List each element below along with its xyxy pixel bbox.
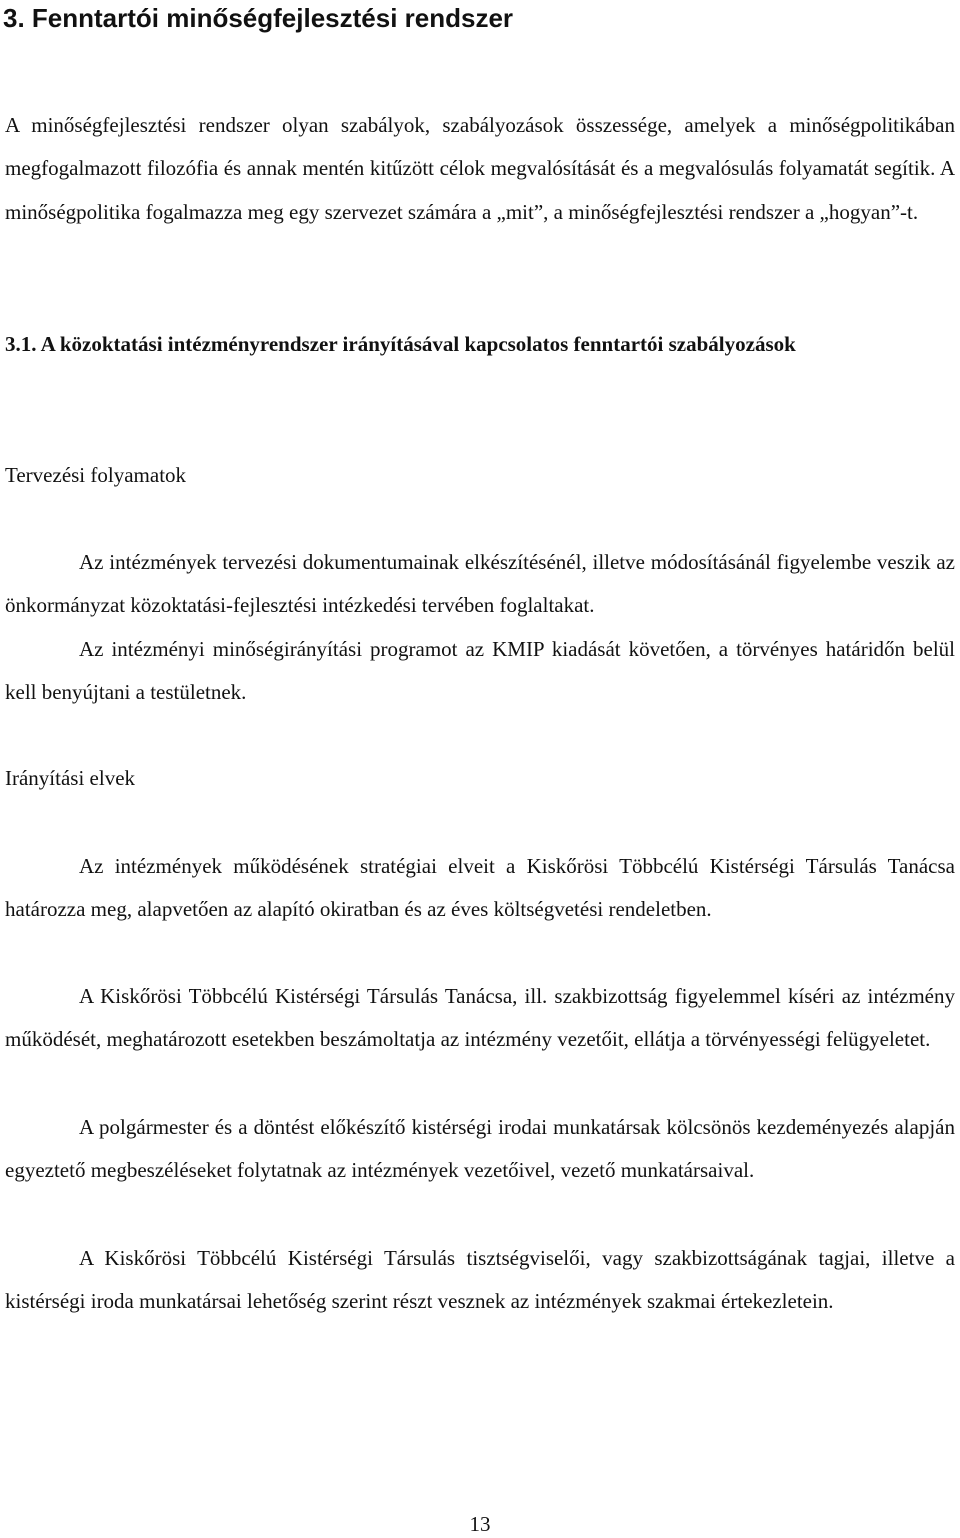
principles-paragraph-3: A polgármester és a döntést előkészítő kistérségi irodai munkatársak kölcsönös kezdeményezés alapján egyeztető megbeszéléseket folytatnak az intézmények vezetőivel, vezető munkatársaival. bbox=[5, 1115, 955, 1183]
section-heading bbox=[5, 323, 955, 366]
principles-paragraph-4: A Kiskőrösi Többcélú Kistérségi Társulás tisztségviselői, vagy szakbizottságának tagjai, illetve a kistérségi iroda munkatársai lehetőség szerint részt vesznek az intézmények szakmai értekezletein. bbox=[5, 1246, 955, 1314]
planning-paragraph-2: Az intézményi minőségirányítási programot az KMIP kiadását követően, a törvényes határidőn belül kell benyújtani a testületnek. bbox=[5, 637, 955, 705]
intro-paragraph: A minőségfejlesztési rendszer olyan szabályok, szabályozások összessége, amelyek a minőségpolitikában megfogalmazott filozófia és annak mentén kitűzött célok megvalósítását és a megvalósulás folyamatát segítik. A minőségpolitika fogalmazza meg egy szervezet számára a „mit”, a minőségfejlesztési rendszer a „hogyan”-t. bbox=[5, 113, 955, 224]
principles-paragraph-1: Az intézmények működésének stratégiai elveit a Kiskőrösi Többcélú Kistérségi Társulás Tanácsa határozza meg, alapvetően az alapító okiratban és az éves költségvetési rendeletben. bbox=[5, 854, 955, 922]
planning-paragraph-1: Az intézmények tervezési dokumentumainak elkészítésénél, illetve módosításánál figyelembe veszik az önkormányzat közoktatási-fejlesztési intézkedési tervében foglaltakat. bbox=[5, 550, 955, 618]
principles-paragraph-2: A Kiskőrösi Többcélú Kistérségi Társulás Tanácsa, ill. szakbizottság figyelemmel kíséri az intézmény működését, meghatározott esetekben beszámoltatja az intézmény vezetőit, ellátja a törvényességi felügyeletet. bbox=[5, 984, 955, 1052]
section-title: A közoktatási intézményrendszer irányításával kapcsolatos fenntartói szabályozások bbox=[40, 332, 796, 356]
chapter-title: 3. Fenntartói minőségfejlesztési rendszer bbox=[3, 3, 514, 33]
section-number: 3.1. bbox=[5, 332, 37, 356]
subheading-principles: Irányítási elvek bbox=[5, 766, 136, 790]
page-number: 13 bbox=[469, 1512, 491, 1536]
subheading-planning: Tervezési folyamatok bbox=[5, 463, 187, 487]
